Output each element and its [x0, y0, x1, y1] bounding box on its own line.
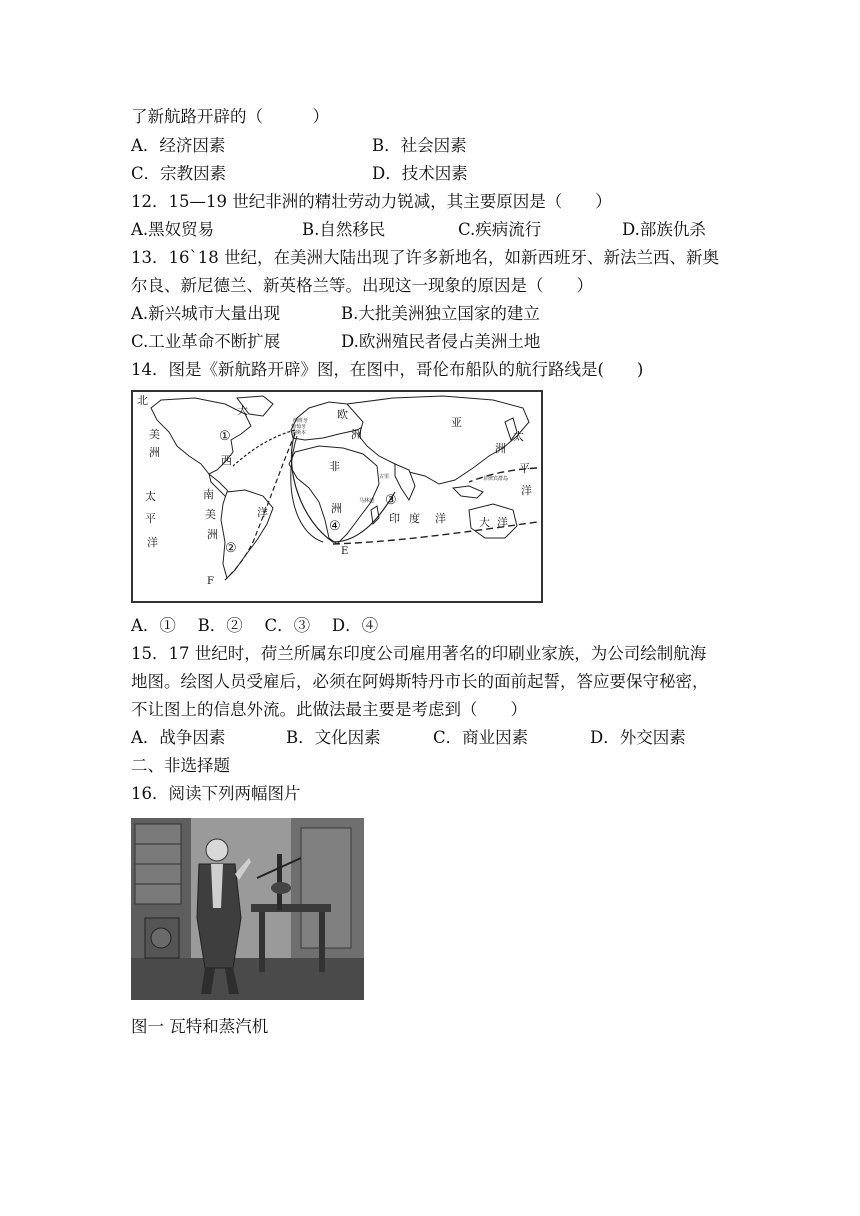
map-label-atlantic-da: 大: [237, 404, 248, 417]
q11-stem-tail: 了新航路开辟的（ ）: [131, 107, 329, 126]
map-label-north: 北: [137, 394, 148, 407]
map-label-pacific-yang: 洋: [147, 536, 158, 549]
q13-option-d: D.欧洲殖民者侵占美洲土地: [341, 332, 541, 351]
q11-option-c: C．宗教因素: [131, 164, 227, 183]
map-label-sa-zhou: 洲: [207, 528, 218, 541]
map-label-africa-fei: 非: [329, 460, 340, 473]
map-label-europe-ou: 欧: [337, 408, 348, 421]
q13-option-a: A.新兴城市大量出现: [131, 304, 281, 323]
q15-option-d: D．外交因素: [590, 728, 686, 747]
map-label-africa-zhou: 洲: [331, 502, 342, 515]
map-label-sa-nan: 南: [203, 488, 214, 501]
map-label-atlantic-xi: 西: [221, 454, 232, 467]
q15-stem-line1: 15．17 世纪时，荷兰所属东印度公司雇用著名的印刷业家族，为公司绘制航海: [131, 644, 707, 663]
q13-option-b: B.大批美洲独立国家的建立: [341, 304, 540, 323]
map-label-atlantic-yang: 洋: [257, 506, 268, 519]
map-point-f: F: [207, 576, 214, 587]
q15-stem-line2: 地图。绘图人员受雇后，必须在阿姆斯特丹市长的面前起誓，答应要保守秘密，: [131, 672, 709, 691]
map-point-e: E: [341, 546, 349, 557]
map-label-malindi: 马林迪: [359, 498, 375, 504]
map-label-pacific2-tai: 太: [513, 430, 524, 443]
map-label-spain: 西班牙: [293, 418, 309, 424]
q14-stem: 14．图是《新航路开辟》图，在图中，哥伦布船队的航行路线是( ): [131, 360, 644, 379]
q13-stem-line2: 尔良、新尼德兰、新英格兰等。出现这一现象的原因是（ ）: [131, 276, 593, 295]
map-south-america: [221, 490, 273, 578]
q11-option-d: D．技术因素: [372, 164, 468, 183]
map-label-sa-mei: 美: [205, 508, 216, 521]
q15-stem-line3: 不让图上的信息外流。此做法最主要是考虑到（ ）: [131, 700, 527, 719]
map-label-asia-zhou: 洲: [495, 442, 506, 455]
map-label-pacific-ping: 平: [145, 512, 156, 525]
map-label-pacific2-ping: 平: [519, 462, 530, 475]
map-label-india-du: 度: [409, 512, 420, 525]
map-marker-route-1: ①: [219, 429, 231, 444]
map-label-na-mei: 美: [149, 428, 160, 441]
map-marker-route-2: ②: [225, 541, 237, 556]
watt-steam-engine-engraving: [131, 818, 364, 1000]
map-marker-route-4: ④: [329, 519, 341, 534]
map-label-india-yang: 洋: [435, 512, 446, 525]
section-heading: 二、非选择题: [131, 756, 230, 775]
figure-caption: 图一 瓦特和蒸汽机: [131, 1017, 269, 1036]
q13-option-c: C.工业革命不断扩展: [131, 332, 281, 351]
map-label-na-zhou: 洲: [149, 446, 160, 459]
map-label-asia-ya: 亚: [451, 416, 462, 429]
q15-option-a: A．战争因素: [131, 728, 226, 747]
map-marker-route-3: ③: [385, 493, 397, 508]
q12-option-d: D.部族仇杀: [622, 220, 706, 239]
q11-option-a: A．经济因素: [131, 136, 226, 155]
new-sea-routes-map: [131, 390, 543, 603]
map-australia: [469, 504, 517, 538]
q12-option-c: C.疾病流行: [458, 220, 542, 239]
q16-stem: 16．阅读下列两幅图片: [131, 784, 301, 803]
map-label-india-yin: 印: [389, 512, 400, 525]
q12-option-a: A.黑奴贸易: [131, 220, 215, 239]
map-label-oceania-da: 大: [479, 516, 490, 529]
map-label-calicut: 古里: [379, 474, 390, 480]
route-1-line: [233, 430, 295, 466]
map-label-europe-zhou: 洲: [351, 428, 362, 441]
q14-options: A．① B．② C．③ D．④: [131, 616, 379, 635]
map-label-pacific-tai: 太: [145, 490, 156, 503]
q12-option-b: B.自然移民: [302, 220, 386, 239]
q15-option-b: B．文化因素: [286, 728, 381, 747]
map-label-portugal: 葡萄牙: [291, 424, 307, 430]
q12-stem: 12．15—19 世纪非洲的精壮劳动力锐减，其主要原因是（ ）: [131, 192, 612, 211]
map-label-oceania-yang: 洋: [497, 516, 508, 529]
q13-stem-line1: 13．16`18 世纪，在美洲大陆出现了许多新地名，如新西班牙、新法兰西、新奥: [131, 248, 719, 267]
map-southeast-asia-islands: [453, 486, 483, 498]
map-label-pacific2-yang: 洋: [521, 484, 532, 497]
q15-option-c: C．商业因素: [433, 728, 529, 747]
q11-option-b: B．社会因素: [372, 136, 467, 155]
map-label-philippines: 菲律宾群岛: [483, 476, 509, 482]
map-madagascar: [371, 506, 379, 524]
map-label-lisbon: 里斯本: [291, 430, 307, 436]
